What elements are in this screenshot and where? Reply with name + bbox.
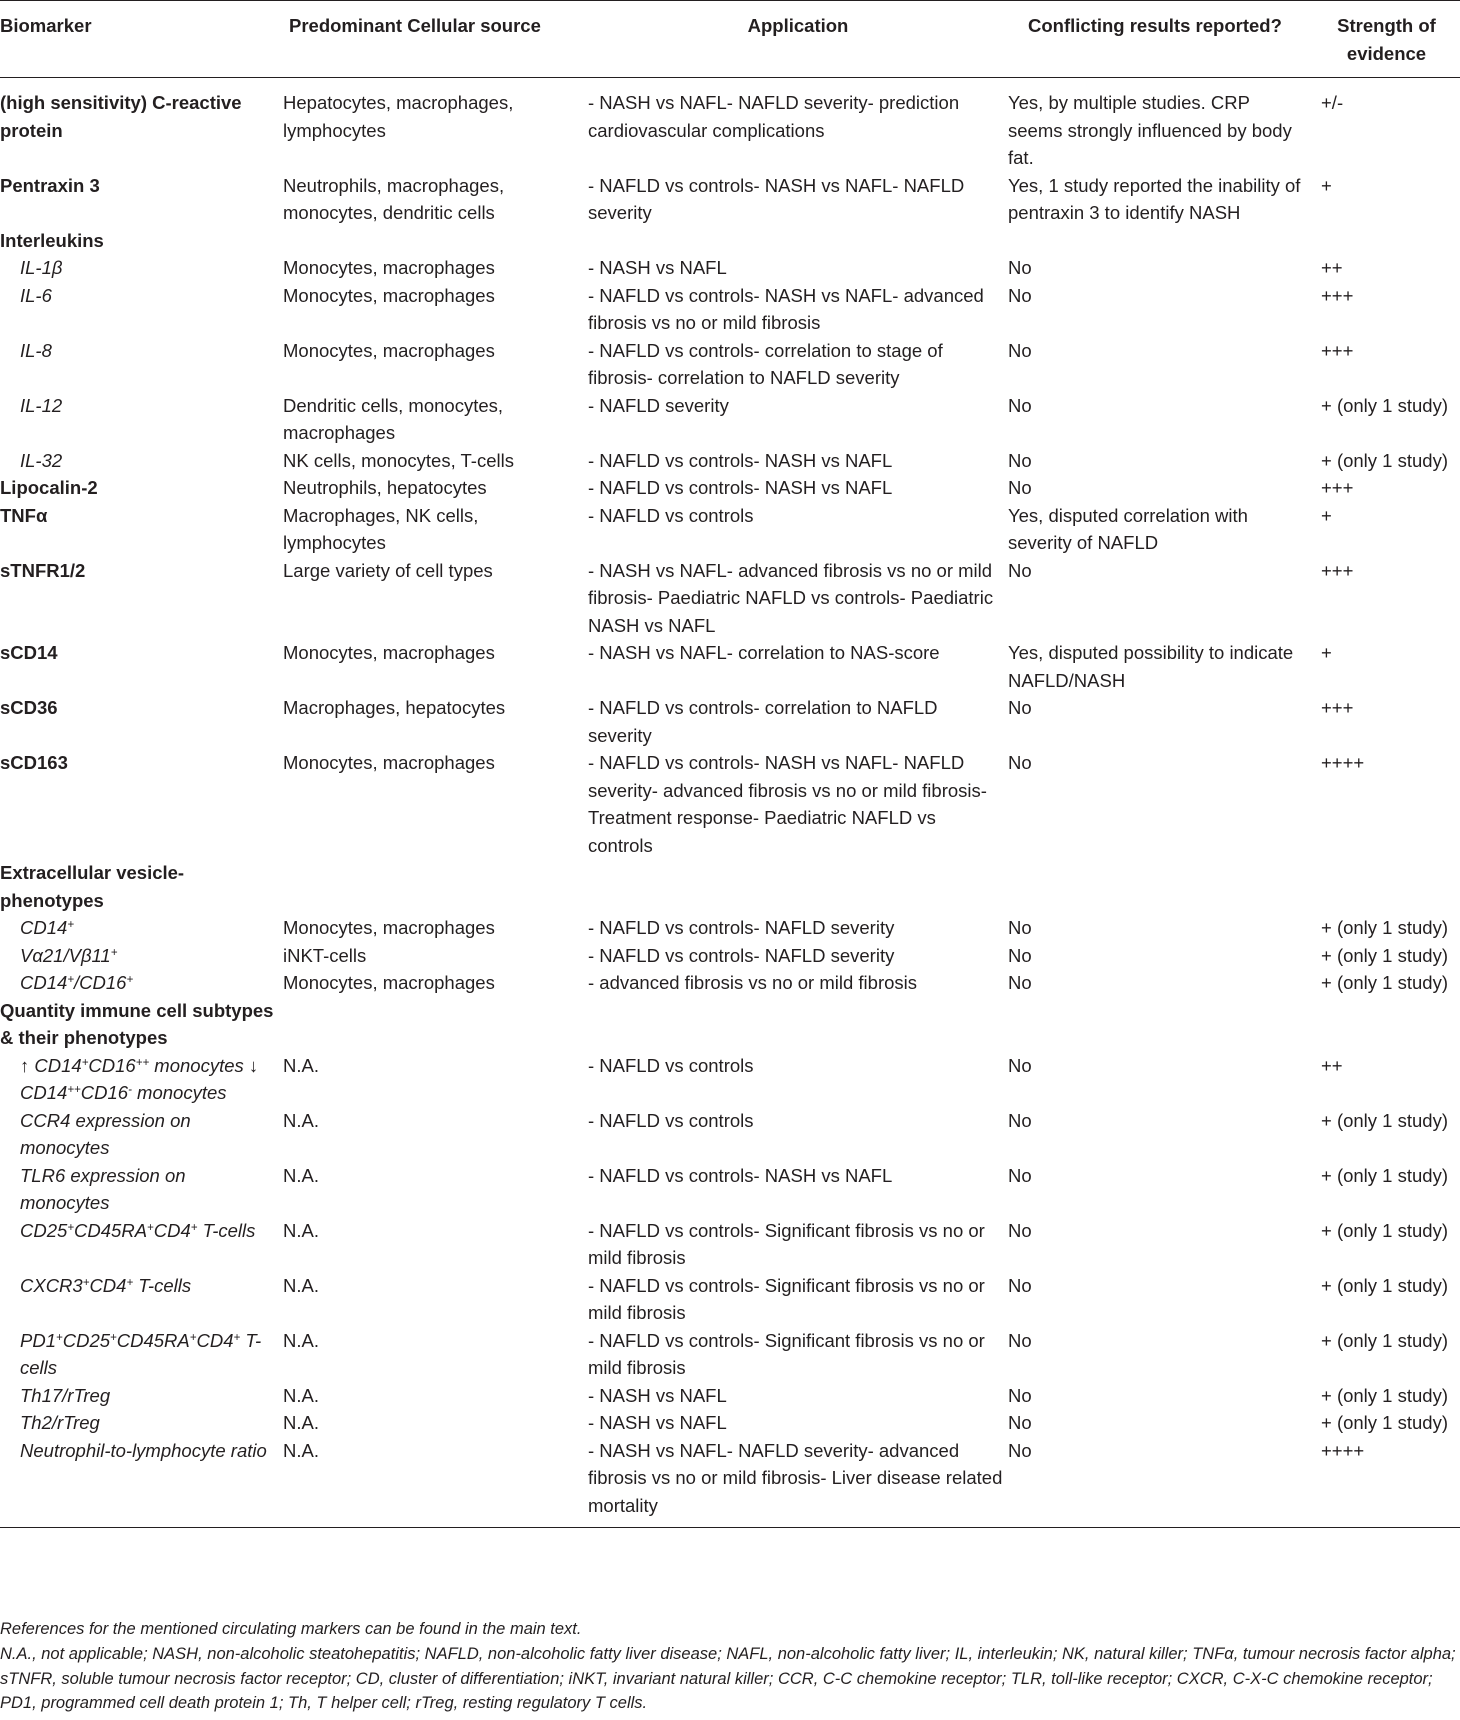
table-row — [0, 1327, 1460, 1382]
application-cell: - NASH vs NAFL- NAFLD severity- advanced fibrosis vs no or mild fibrosis- Liver disease related mortality — [588, 1437, 1008, 1528]
table-row — [0, 1382, 1460, 1410]
strength-of-evidence-cell: +++ — [1321, 477, 1354, 498]
biomarker-cell: sTNFR1/2 — [0, 559, 86, 581]
table-row — [0, 1272, 1460, 1327]
cellular-source-cell: Monocytes, macrophages — [283, 752, 495, 773]
application-cell: - NASH vs NAFL — [588, 257, 727, 278]
application-cell: - NAFLD vs controls- NAFLD severity — [588, 944, 895, 966]
conflicting-results-cell: Yes, disputed correlation with severity of NAFLD — [1008, 504, 1248, 553]
table-row — [0, 859, 1460, 914]
strength-of-evidence-cell — [1313, 227, 1460, 255]
table-header — [0, 1, 1460, 78]
biomarker-cell: TLR6 expression on monocytes — [20, 1164, 186, 1213]
conflicting-results-cell: No — [1008, 1412, 1032, 1433]
application-cell: - NAFLD vs controls — [588, 1054, 754, 1076]
strength-of-evidence-cell: + (only 1 study) — [1321, 449, 1448, 471]
table-row — [0, 502, 1460, 557]
application-cell — [588, 859, 1008, 914]
cellular-source-cell: N.A. — [283, 1329, 319, 1351]
conflicting-results-cell: No — [1008, 1164, 1032, 1186]
conflicting-results-cell — [1008, 859, 1313, 914]
strength-of-evidence-cell: +++ — [1321, 339, 1354, 361]
strength-of-evidence-cell: ++++ — [1321, 752, 1365, 773]
header-cellular-source: Predominant Cellular source — [283, 1, 588, 78]
conflicting-results-cell: No — [1008, 339, 1032, 361]
strength-of-evidence-cell: +/- — [1321, 92, 1344, 113]
biomarker-cell: IL-1β — [20, 257, 63, 278]
application-cell: - NAFLD vs controls- NASH vs NAFL — [588, 477, 893, 498]
conflicting-results-cell: No — [1008, 917, 1032, 938]
cellular-source-cell: iNKT-cells — [283, 944, 367, 966]
strength-of-evidence-cell: +++ — [1321, 559, 1354, 581]
cellular-source-cell: Macrophages, NK cells, lymphocytes — [283, 504, 479, 553]
strength-of-evidence-cell — [1313, 997, 1460, 1052]
footnote-references: References for the mentioned circulating markers can be found in the main text. — [0, 1620, 582, 1638]
strength-of-evidence-cell: + (only 1 study) — [1321, 1329, 1448, 1351]
strength-of-evidence-cell: + (only 1 study) — [1321, 1384, 1448, 1406]
strength-of-evidence-cell: + (only 1 study) — [1321, 394, 1448, 416]
conflicting-results-cell: No — [1008, 752, 1032, 773]
strength-of-evidence-cell: +++ — [1321, 697, 1354, 718]
conflicting-results-cell: No — [1008, 697, 1032, 718]
table-row — [0, 639, 1460, 694]
footnote-abbreviations: N.A., not applicable; NASH, non-alcoholic steatohepatitis; NAFLD, non-alcoholic fatty liver disease; NAFL, non-alcoholic fatty liver; IL, interleukin; NK, natural killer; TNFα, tumour necrosis factor alpha; sTNFR, soluble tumour necrosis factor receptor; CD, cluster of differentiation; iNKT, invariant natural killer; CCR, C-C chemokine receptor; TLR, toll-like receptor; CXCR, C-X-C chemokine receptor; PD1, programmed cell death protein 1; Th, T helper cell; rTreg, resting regulatory T cells. — [0, 1644, 1456, 1713]
biomarker-cell: CD14+/CD16+ — [20, 972, 134, 993]
application-cell — [588, 227, 1008, 255]
cellular-source-cell: N.A. — [283, 1219, 319, 1241]
conflicting-results-cell — [1008, 997, 1313, 1052]
conflicting-results-cell: No — [1008, 1219, 1032, 1241]
cellular-source-cell: Monocytes, macrophages — [283, 917, 495, 938]
application-cell: - NAFLD vs controls- NASH vs NAFL — [588, 1164, 893, 1186]
table-row — [0, 694, 1460, 749]
application-cell: - NAFLD vs controls — [588, 504, 754, 526]
table-row — [0, 392, 1460, 447]
cellular-source-cell: Monocytes, macrophages — [283, 642, 495, 663]
header-application: Application — [588, 1, 1008, 78]
cellular-source-cell — [283, 997, 588, 1052]
strength-of-evidence-cell: + (only 1 study) — [1321, 1412, 1448, 1433]
table-row — [0, 254, 1460, 282]
biomarker-cell: CXCR3+CD4+ T-cells — [20, 1274, 192, 1296]
application-cell: - NAFLD vs controls- NASH vs NAFL- NAFLD severity- advanced fibrosis vs no or mild fibrosis- Treatment response- Paediatric NAFLD vs controls — [588, 752, 987, 856]
conflicting-results-cell: Yes, 1 study reported the inability of pentraxin 3 to identify NASH — [1008, 174, 1301, 223]
application-cell: - NAFLD vs controls- correlation to stage of fibrosis- correlation to NAFLD severity — [588, 339, 943, 388]
table-row — [0, 282, 1460, 337]
cellular-source-cell: N.A. — [283, 1109, 319, 1131]
strength-of-evidence-cell: ++ — [1321, 257, 1343, 278]
strength-of-evidence-cell: + (only 1 study) — [1321, 1274, 1448, 1296]
application-cell: - NAFLD vs controls- Significant fibrosis vs no or mild fibrosis — [588, 1219, 985, 1268]
table-row — [0, 337, 1460, 392]
biomarker-cell: PD1+CD25+CD45RA+CD4+ T-cells — [20, 1329, 262, 1378]
biomarker-cell: Pentraxin 3 — [0, 174, 100, 196]
biomarker-cell: (high sensitivity) C-reactive protein — [0, 92, 242, 141]
conflicting-results-cell: No — [1008, 559, 1032, 581]
conflicting-results-cell: No — [1008, 284, 1032, 306]
conflicting-results-cell: Yes, disputed possibility to indicate NAFLD/NASH — [1008, 642, 1294, 691]
application-cell: - NASH vs NAFL- advanced fibrosis vs no or mild fibrosis- Paediatric NAFLD vs controls- Paediatric NASH vs NAFL — [588, 559, 994, 636]
application-cell: - NAFLD vs controls- Significant fibrosis vs no or mild fibrosis — [588, 1329, 985, 1378]
biomarker-cell: Th17/rTreg — [20, 1384, 111, 1406]
biomarker-cell: sCD36 — [0, 697, 58, 718]
application-cell: - NAFLD vs controls- Significant fibrosis vs no or mild fibrosis — [588, 1274, 985, 1323]
strength-of-evidence-cell: ++ — [1321, 1054, 1343, 1076]
table-row — [0, 969, 1460, 997]
cellular-source-cell: N.A. — [283, 1384, 319, 1406]
application-cell: - NASH vs NAFL — [588, 1412, 727, 1433]
biomarker-cell: Interleukins — [0, 229, 104, 251]
strength-of-evidence-cell — [1313, 859, 1460, 914]
application-cell: - NASH vs NAFL- NAFLD severity- prediction cardiovascular complications — [588, 92, 960, 141]
biomarker-cell: sCD163 — [0, 752, 68, 773]
conflicting-results-cell: No — [1008, 1054, 1032, 1076]
biomarker-cell: IL-6 — [20, 284, 52, 306]
cellular-source-cell — [283, 859, 588, 914]
strength-of-evidence-cell: ++++ — [1313, 1437, 1460, 1528]
table-row — [0, 447, 1460, 475]
application-cell: - NAFLD vs controls- correlation to NAFLD severity — [588, 697, 938, 746]
cellular-source-cell: Neutrophils, macrophages, monocytes, dendritic cells — [283, 174, 505, 223]
biomarker-cell: CD25+CD45RA+CD4+ T-cells — [20, 1219, 256, 1241]
table-body — [0, 78, 1460, 1528]
conflicting-results-cell: No — [1008, 257, 1032, 278]
cellular-source-cell: Large variety of cell types — [283, 559, 493, 581]
strength-of-evidence-cell: + (only 1 study) — [1321, 1164, 1448, 1186]
cellular-source-cell: Dendritic cells, monocytes, macrophages — [283, 394, 504, 443]
table-row — [0, 1107, 1460, 1162]
conflicting-results-cell: No — [1008, 944, 1032, 966]
cellular-source-cell: N.A. — [283, 1412, 319, 1433]
application-cell: - NAFLD vs controls- NASH vs NAFL- advanced fibrosis vs no or mild fibrosis — [588, 284, 984, 333]
conflicting-results-cell: No — [1008, 1329, 1032, 1351]
table-row — [0, 1217, 1460, 1272]
biomarker-cell: ↑ CD14+CD16++ monocytes ↓ CD14++CD16- monocytes — [20, 1054, 259, 1103]
application-cell: - NAFLD vs controls — [588, 1109, 754, 1131]
table-row — [0, 1052, 1460, 1107]
cellular-source-cell: NK cells, monocytes, T-cells — [283, 449, 514, 471]
biomarker-cell: Neutrophil-to-lymphocyte ratio — [0, 1437, 283, 1528]
biomarker-cell: IL-32 — [20, 449, 63, 471]
strength-of-evidence-cell: + (only 1 study) — [1321, 1219, 1448, 1241]
table-row — [0, 78, 1460, 172]
strength-of-evidence-cell: + (only 1 study) — [1321, 1109, 1448, 1131]
table-row — [0, 997, 1460, 1052]
cellular-source-cell: Monocytes, macrophages — [283, 284, 495, 306]
biomarker-cell: Quantity immune cell subtypes & their phenotypes — [0, 999, 274, 1048]
conflicting-results-cell: No — [1008, 1274, 1032, 1296]
conflicting-results-cell: No — [1008, 1109, 1032, 1131]
strength-of-evidence-cell: +++ — [1321, 284, 1354, 306]
application-cell — [588, 997, 1008, 1052]
table-footnotes — [0, 1617, 1460, 1716]
cellular-source-cell: N.A. — [283, 1054, 319, 1076]
biomarker-cell: IL-8 — [20, 339, 52, 361]
conflicting-results-cell: No — [1008, 1437, 1313, 1528]
header-row — [0, 1, 1460, 78]
cellular-source-cell: N.A. — [283, 1274, 319, 1296]
cellular-source-cell: Hepatocytes, macrophages, lymphocytes — [283, 92, 514, 141]
cellular-source-cell: N.A. — [283, 1164, 319, 1186]
table-row — [0, 1409, 1460, 1437]
application-cell: - NASH vs NAFL- correlation to NAS-score — [588, 642, 940, 663]
cellular-source-cell — [283, 227, 588, 255]
table-row — [0, 557, 1460, 640]
cellular-source-cell: N.A. — [283, 1437, 588, 1528]
application-cell: - NASH vs NAFL — [588, 1384, 727, 1406]
header-strength-of-evidence: Strength of evidence — [1313, 1, 1460, 78]
biomarker-cell: Lipocalin-2 — [0, 477, 98, 498]
application-cell: - NAFLD vs controls- NASH vs NAFL- NAFLD severity — [588, 174, 965, 223]
application-cell: - NAFLD severity — [588, 394, 729, 416]
biomarker-cell: IL-12 — [20, 394, 63, 416]
strength-of-evidence-cell: + (only 1 study) — [1321, 944, 1448, 966]
application-cell: - advanced fibrosis vs no or mild fibrosis — [588, 972, 918, 993]
table-row — [0, 914, 1460, 942]
conflicting-results-cell: Yes, by multiple studies. CRP seems strongly influenced by body fat. — [1008, 92, 1292, 168]
biomarker-cell: Th2/rTreg — [20, 1412, 100, 1433]
strength-of-evidence-cell: + (only 1 study) — [1321, 917, 1448, 938]
strength-of-evidence-cell: + — [1321, 174, 1332, 196]
strength-of-evidence-cell: + (only 1 study) — [1321, 972, 1448, 993]
application-cell: - NAFLD vs controls- NAFLD severity — [588, 917, 895, 938]
conflicting-results-cell: No — [1008, 972, 1032, 993]
application-cell: - NAFLD vs controls- NASH vs NAFL — [588, 449, 893, 471]
cellular-source-cell: Monocytes, macrophages — [283, 257, 495, 278]
table-row — [0, 172, 1460, 227]
biomarker-cell: CCR4 expression on monocytes — [20, 1109, 191, 1158]
biomarker-cell: TNFα — [0, 504, 48, 526]
cellular-source-cell: Monocytes, macrophages — [283, 339, 495, 361]
header-conflicting-results: Conflicting results reported? — [1008, 1, 1313, 78]
biomarker-cell: Vα21/Vβ11+ — [20, 944, 118, 966]
header-biomarker: Biomarker — [0, 1, 283, 78]
table-row — [0, 749, 1460, 859]
conflicting-results-cell: No — [1008, 1384, 1032, 1406]
conflicting-results-cell: No — [1008, 394, 1032, 416]
table-row — [0, 1437, 1460, 1528]
cellular-source-cell: Monocytes, macrophages — [283, 972, 495, 993]
table-row — [0, 227, 1460, 255]
table-row — [0, 1162, 1460, 1217]
strength-of-evidence-cell: + — [1321, 504, 1332, 526]
biomarker-cell: Extracellular vesicle-phenotypes — [0, 862, 185, 911]
table-row — [0, 942, 1460, 970]
biomarker-cell: sCD14 — [0, 642, 58, 663]
table-row — [0, 474, 1460, 502]
conflicting-results-cell: No — [1008, 449, 1032, 471]
cellular-source-cell: Neutrophils, hepatocytes — [283, 477, 487, 498]
conflicting-results-cell — [1008, 227, 1313, 255]
biomarker-cell: CD14+ — [20, 917, 75, 938]
conflicting-results-cell: No — [1008, 477, 1032, 498]
cellular-source-cell: Macrophages, hepatocytes — [283, 697, 506, 718]
strength-of-evidence-cell: + — [1321, 642, 1332, 663]
